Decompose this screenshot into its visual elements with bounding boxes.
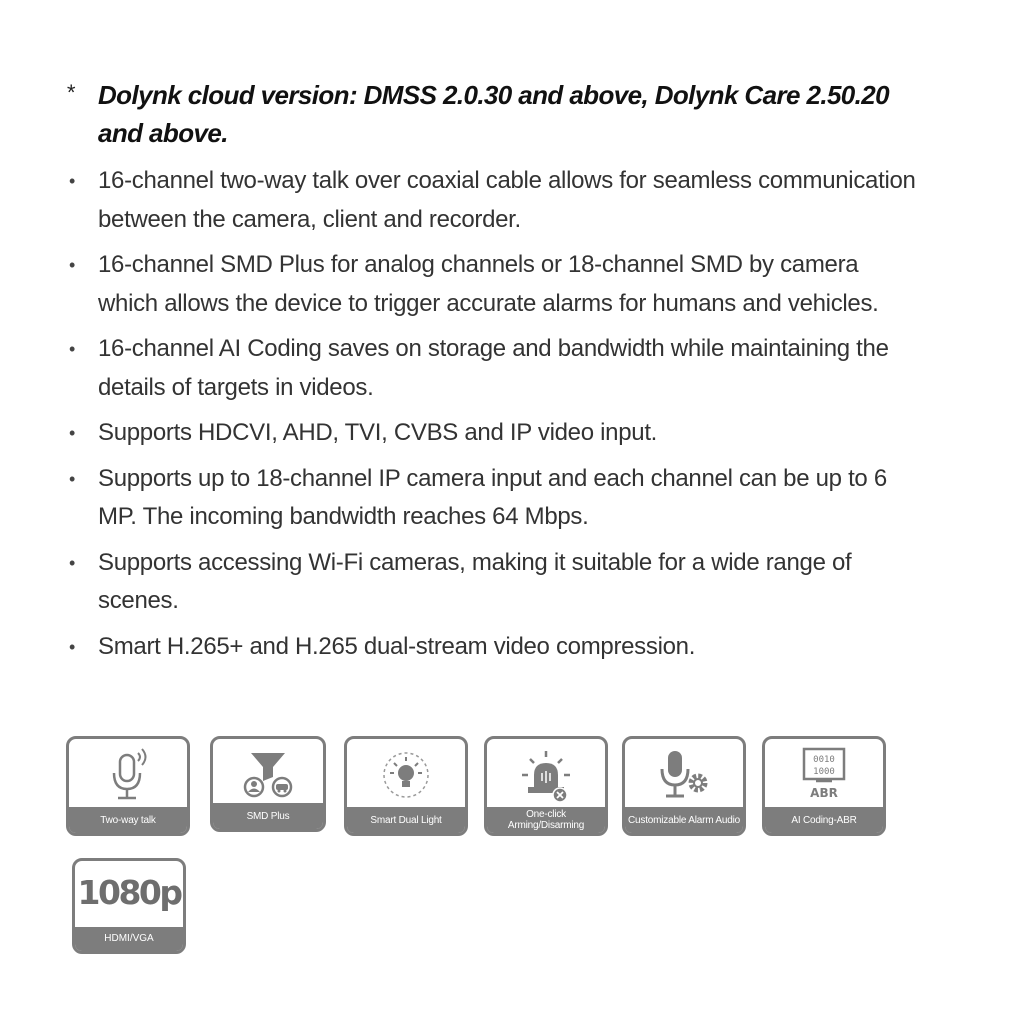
badge-label: AI Coding-ABR (765, 807, 883, 833)
feature-item (66, 330, 916, 407)
resolution-value: 1080p (77, 873, 181, 912)
smart-dual-light-icon (347, 739, 465, 811)
feature-badges (66, 736, 896, 838)
cloud-version-text: Dolynk cloud version: DMSS 2.0.30 and above, Dolynk Care 2.50.20 and above. (98, 80, 890, 148)
badge-label: Smart Dual Light (347, 807, 465, 833)
feature-item (66, 162, 916, 239)
badge-ai-coding-abr (762, 736, 886, 836)
bullet-icon: • (69, 423, 76, 443)
bullet-icon: • (69, 171, 76, 191)
badge-label: Two-way talk (69, 807, 187, 833)
bullet-icon: • (69, 468, 76, 489)
feature-text: 16-channel AI Coding saves on storage and bandwidth while maintaining the details of targets in videos. (98, 335, 889, 401)
badge-two-way-talk (66, 736, 190, 836)
asterisk-mark: * (66, 80, 75, 105)
microphone-icon (69, 739, 187, 811)
badge-label: SMD Plus (213, 803, 323, 829)
cloud-version-note (66, 76, 906, 152)
filter-person-vehicle-icon (213, 739, 323, 811)
feature-text: 16-channel SMD Plus for analog channels or 18-channel SMD by camera which allows the device to trigger accurate alarms for humans and vehicles. (98, 251, 879, 317)
bullet-icon: • (69, 552, 76, 573)
badge-hdmi-vga (72, 858, 186, 954)
abr-screen-line-2: 1000 (813, 767, 835, 777)
bullet-icon: • (69, 255, 76, 275)
badge-label: HDMI/VGA (75, 927, 183, 951)
microphone-gear-icon (625, 739, 743, 811)
abr-monitor-icon (765, 739, 883, 811)
abr-text: ABR (810, 786, 838, 800)
badge-smart-dual-light (344, 736, 468, 836)
feature-item (66, 460, 916, 537)
feature-item (66, 414, 916, 453)
badge-label: One-click Arming/Disarming (487, 807, 605, 833)
feature-item (66, 246, 916, 323)
feature-list (66, 162, 916, 673)
badge-one-click-arming (484, 736, 608, 836)
badge-label: Customizable Alarm Audio (625, 807, 743, 833)
feature-text: Supports up to 18-channel IP camera input and each channel can be up to 6 MP. The incoming bandwidth reaches 64 Mbps. (98, 464, 887, 530)
feature-text: Supports accessing Wi-Fi cameras, making it suitable for a wide range of scenes. (98, 548, 852, 614)
feature-text: 16-channel two-way talk over coaxial cable allows for seamless communication between the camera, client and recorder. (98, 167, 916, 233)
abr-screen-line-1: 0010 (813, 755, 835, 765)
bullet-icon: • (69, 339, 76, 359)
feature-text: Supports HDCVI, AHD, TVI, CVBS and IP video input. (98, 419, 658, 446)
badge-customizable-alarm-audio (622, 736, 746, 836)
siren-icon (487, 739, 605, 811)
feature-item (66, 628, 916, 667)
feature-item (66, 544, 916, 621)
bullet-icon: • (69, 636, 76, 657)
badge-smd-plus (210, 736, 326, 832)
feature-text: Smart H.265+ and H.265 dual-stream video compression. (98, 632, 696, 660)
